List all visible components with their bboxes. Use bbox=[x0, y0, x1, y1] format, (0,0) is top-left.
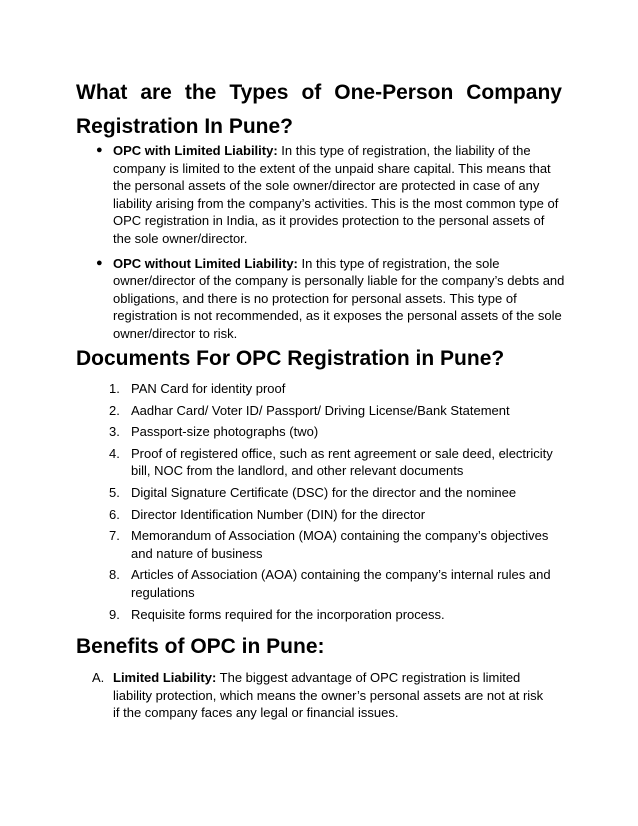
heading-word: of bbox=[301, 81, 322, 104]
list-item bbox=[109, 527, 566, 562]
list-item bbox=[109, 566, 566, 601]
item-text: Articles of Association (AOA) containing the company’s internal rules and regulations bbox=[131, 567, 551, 600]
heading-word: What bbox=[76, 81, 128, 104]
documents-list bbox=[109, 380, 566, 627]
item-number: 2. bbox=[109, 402, 120, 418]
heading-line-1 bbox=[76, 76, 562, 110]
list-item bbox=[109, 506, 566, 524]
heading-word: Company bbox=[466, 81, 562, 104]
item-text: In this type of registration, the liability of the company is limited to the extent of the unpaid share capital. This means that the personal assets of the sole owner/director are protected in case of any liability arising from the company’s activities. This is the most common type of OPC registration in India, as it provides protection to the personal assets of the sole owner/director. bbox=[113, 143, 559, 246]
item-number: 8. bbox=[109, 567, 120, 583]
heading-documents: Documents For OPC Registration in Pune? bbox=[76, 347, 505, 370]
heading-word: the bbox=[184, 81, 217, 104]
item-text: Memorandum of Association (MOA) containing the company’s objectives and nature of business bbox=[131, 528, 549, 561]
item-text: Proof of registered office, such as rent agreement or sale deed, electricity bill, NOC from the landlord, and other relevant documents bbox=[131, 445, 553, 479]
item-text: Aadhar Card/ Voter ID/ Passport/ Driving License/Bank Statement bbox=[131, 402, 510, 418]
heading-word: Types bbox=[229, 81, 289, 104]
item-text: Digital Signature Certificate (DSC) for the director and the nominee bbox=[131, 484, 517, 500]
item-label: OPC without Limited Liability: bbox=[113, 255, 298, 271]
item-number: 5. bbox=[109, 484, 120, 500]
item-text: Director Identification Number (DIN) for the director bbox=[131, 506, 426, 522]
item-number: 1. bbox=[109, 381, 120, 396]
item-text: Passport-size photographs (two) bbox=[131, 424, 319, 440]
item-number: 6. bbox=[109, 506, 120, 522]
item-number: 3. bbox=[109, 424, 120, 440]
item-number: 9. bbox=[109, 606, 120, 622]
item-number: 7. bbox=[109, 528, 120, 544]
benefits-list bbox=[92, 669, 553, 722]
item-text: PAN Card for identity proof bbox=[131, 381, 286, 396]
list-item bbox=[96, 255, 565, 343]
item-text: The biggest advantage of OPC registration is limited liability protection, which means the owner’s personal assets are not at risk if the company faces any legal or financial issues. bbox=[113, 670, 544, 721]
item-label: OPC with Limited Liability: bbox=[113, 143, 278, 158]
item-number: 4. bbox=[109, 445, 120, 461]
list-item bbox=[109, 484, 566, 502]
list-item bbox=[109, 402, 566, 420]
item-label: Limited Liability: bbox=[113, 670, 217, 685]
heading-opc-types bbox=[76, 76, 562, 144]
bullet-icon: ● bbox=[96, 144, 103, 156]
opc-types-list bbox=[96, 142, 565, 350]
list-item bbox=[109, 423, 566, 441]
item-number: A. bbox=[92, 670, 105, 685]
heading-benefits: Benefits of OPC in Pune: bbox=[76, 635, 325, 658]
list-item bbox=[109, 606, 566, 624]
heading-line-2: Registration In Pune? bbox=[76, 115, 294, 138]
heading-word: are bbox=[140, 81, 172, 104]
list-item bbox=[96, 142, 565, 248]
list-item bbox=[109, 445, 566, 480]
bullet-icon: ● bbox=[96, 256, 103, 269]
list-item bbox=[109, 380, 566, 398]
item-text: Requisite forms required for the incorporation process. bbox=[131, 606, 445, 622]
list-item bbox=[92, 669, 553, 722]
heading-word: One-Person bbox=[334, 81, 454, 104]
item-text: In this type of registration, the sole owner/director of the company is personally liable for the company’s debts and obligations, and there is no protection for personal assets. This type of registration is not recommended, as it exposes the personal assets of the sole owner/director to risk. bbox=[113, 255, 565, 341]
